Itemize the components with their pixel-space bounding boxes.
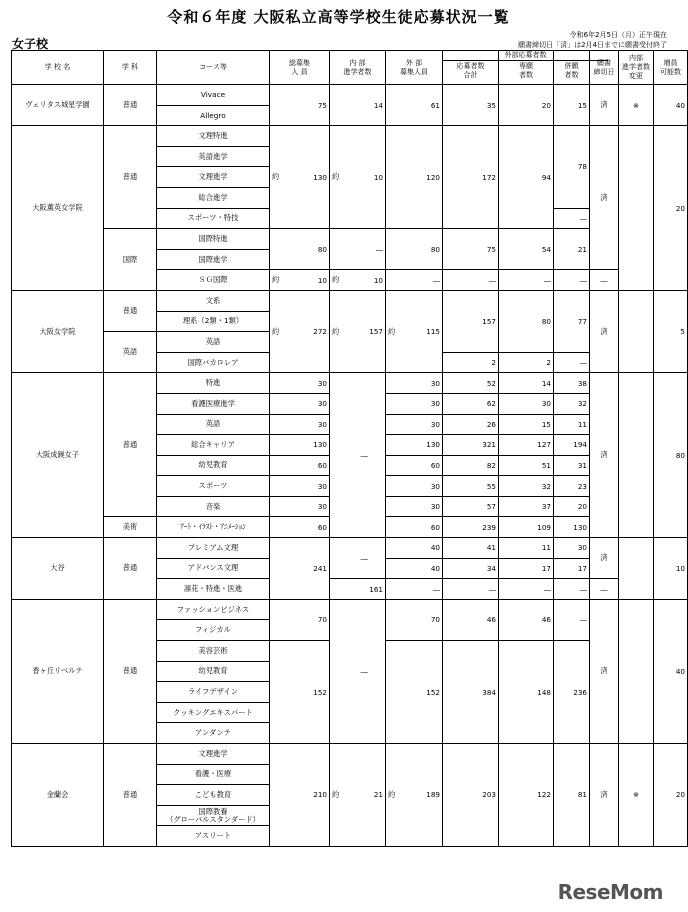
course: クッキングエキスパート <box>157 702 270 723</box>
sengan: ― <box>499 579 554 600</box>
external: 40 <box>402 558 443 579</box>
apply: 321 <box>443 435 499 456</box>
apply: 55 <box>443 476 499 497</box>
course: 理系（2類・1類） <box>157 311 270 332</box>
apply: 75 <box>443 229 499 270</box>
extra: 5 <box>654 290 688 372</box>
course: 総合進学 <box>157 187 270 208</box>
course: プレミアム文理 <box>157 538 270 559</box>
sengan: 15 <box>499 414 554 435</box>
total: 30 <box>286 496 330 517</box>
apply: 34 <box>443 558 499 579</box>
heigan: 78 <box>554 126 590 208</box>
internal: 10 <box>346 126 386 229</box>
internal: 21 <box>346 744 386 847</box>
change <box>619 538 654 600</box>
sengan: 37 <box>499 496 554 517</box>
course: 英語 <box>157 414 270 435</box>
heigan: 15 <box>554 85 590 126</box>
sengan: 30 <box>499 393 554 414</box>
school-name: ヴェリタス城星学園 <box>12 85 104 126</box>
course: 国際特進 <box>157 229 270 250</box>
total: 75 <box>286 85 330 126</box>
heigan: 236 <box>554 641 590 744</box>
heigan: ― <box>554 352 590 373</box>
heigan: 32 <box>554 393 590 414</box>
school-name: 大阪成蹊女子 <box>12 373 104 538</box>
heigan: 31 <box>554 455 590 476</box>
course: 国際バカロレア <box>157 352 270 373</box>
deadline: 済 <box>590 290 619 372</box>
deadline: 済 <box>590 599 619 743</box>
external: 30 <box>402 496 443 517</box>
course: 英語 <box>157 332 270 353</box>
ext-group-label: 外部応募者数 <box>443 51 608 61</box>
external: 30 <box>402 393 443 414</box>
heigan: 38 <box>554 373 590 394</box>
extra: 80 <box>654 373 688 538</box>
total: 60 <box>286 455 330 476</box>
col-heigan: 併願 者数 <box>554 51 590 85</box>
sengan: 80 <box>499 290 554 352</box>
dept: 普通 <box>104 126 157 229</box>
table-row <box>12 599 688 620</box>
course: アスリート <box>157 826 270 847</box>
dept: 普通 <box>104 290 157 331</box>
external: 61 <box>402 85 443 126</box>
table-row: 大阪女学院 普通 文系 約 272 約 157 約 115 157 80 77 済 5 <box>12 290 688 311</box>
watermark-logo: ReseMom <box>557 880 663 904</box>
course: 文理特進 <box>157 126 270 147</box>
apply: 41 <box>443 538 499 559</box>
change <box>619 373 654 538</box>
heigan: ― <box>554 270 590 291</box>
dept: 普通 <box>104 538 157 600</box>
school-name: 大阪女学院 <box>12 290 104 372</box>
sengan: 109 <box>499 517 554 538</box>
sengan: 2 <box>499 352 554 373</box>
internal: 161 <box>346 579 386 600</box>
apply: 2 <box>443 352 499 373</box>
change: ※ <box>619 85 654 126</box>
internal: 157 <box>346 290 386 372</box>
internal: ― <box>346 229 386 270</box>
course: 幼児教育 <box>157 455 270 476</box>
sengan: 46 <box>499 599 554 640</box>
sengan: 54 <box>499 229 554 270</box>
external: 80 <box>402 229 443 270</box>
table-row <box>12 229 688 250</box>
external: 30 <box>402 476 443 497</box>
heigan: 21 <box>554 229 590 270</box>
internal: 10 <box>346 270 386 291</box>
extra: 20 <box>654 126 688 291</box>
extra: 10 <box>654 538 688 600</box>
school-name: 大谷 <box>12 538 104 600</box>
external: 30 <box>402 414 443 435</box>
internal: 14 <box>346 85 386 126</box>
total: 130 <box>286 126 330 229</box>
external: 30 <box>402 373 443 394</box>
course: 総合キャリア <box>157 435 270 456</box>
external: 60 <box>402 517 443 538</box>
col-internal: 内 部 進学者数 <box>330 51 386 85</box>
course: スポーツ <box>157 476 270 497</box>
col-external: 外 部 募集人員 <box>386 51 443 85</box>
deadline: 済 <box>590 126 619 270</box>
deadline: 済 <box>590 744 619 847</box>
apply: 239 <box>443 517 499 538</box>
col-sengan: 専願 者数 <box>499 51 554 85</box>
extra: 40 <box>654 85 688 126</box>
apply: 82 <box>443 455 499 476</box>
col-total: 総募集 人 員 <box>270 51 330 85</box>
school-name: 香ヶ丘リベルテ <box>12 599 104 743</box>
external: 189 <box>402 744 443 847</box>
apply: 172 <box>443 126 499 229</box>
table-row <box>12 85 688 106</box>
total: 70 <box>286 599 330 640</box>
total: 10 <box>286 270 330 291</box>
sengan: 127 <box>499 435 554 456</box>
course: Vivace <box>157 85 270 106</box>
header-row <box>12 51 688 85</box>
course: 幼児教育 <box>157 661 270 682</box>
change <box>619 599 654 743</box>
apply: ― <box>443 579 499 600</box>
dept: 普通 <box>104 85 157 126</box>
apply: 157 <box>443 290 499 352</box>
course: こども教育 <box>157 785 270 806</box>
sengan: 17 <box>499 558 554 579</box>
extra: 40 <box>654 599 688 743</box>
col-school: 学 校 名 <box>12 51 104 85</box>
apply: 35 <box>443 85 499 126</box>
dept: 英語 <box>104 332 157 373</box>
heigan: ― <box>554 579 590 600</box>
course: 看護・医療 <box>157 764 270 785</box>
course: フィジカル <box>157 620 270 641</box>
school-category: 女子校 <box>12 37 49 51</box>
total: 130 <box>286 435 330 456</box>
heigan: 194 <box>554 435 590 456</box>
sengan: 51 <box>499 455 554 476</box>
total: 210 <box>286 744 330 847</box>
page-title: 令和６年度 大阪私立高等学校生徒応募状況一覧 <box>167 8 510 26</box>
external: 152 <box>402 641 443 744</box>
heigan: 11 <box>554 414 590 435</box>
school-name: 大阪薫英女学院 <box>12 126 104 291</box>
change <box>619 126 654 291</box>
heigan: 17 <box>554 558 590 579</box>
heigan: ― <box>554 599 590 640</box>
course: 看護医療進学 <box>157 393 270 414</box>
apply: 52 <box>443 373 499 394</box>
apply: 62 <box>443 393 499 414</box>
course: ＳＧ国際 <box>157 270 270 291</box>
apply: ― <box>443 270 499 291</box>
external: 120 <box>402 126 443 229</box>
sengan: 20 <box>499 85 554 126</box>
col-apply: 外部応募者数 応募者数 合計 <box>443 51 499 85</box>
as-of-date: 令和6年2月5日（月）正午現在 <box>569 31 667 39</box>
course: 国際教養 （グローバルスタンダード） <box>157 805 270 826</box>
deadline: ― <box>590 270 619 291</box>
dept: 普通 <box>104 599 157 743</box>
internal: ― <box>346 538 386 579</box>
external: 115 <box>402 290 443 372</box>
col-course: コース等 <box>157 51 270 85</box>
dept: 国際 <box>104 229 157 291</box>
col-extra: 増員 可能数 <box>654 51 688 85</box>
col-change: 内部 進学者数 変更 <box>619 51 654 85</box>
sengan: ― <box>499 270 554 291</box>
apply: 57 <box>443 496 499 517</box>
deadline-note: 願書締切日「済」は2月4日までに願書受付終了 <box>518 41 667 49</box>
table-row <box>12 538 688 559</box>
table-row <box>12 373 688 394</box>
application-status-table <box>11 50 688 847</box>
sengan: 122 <box>499 744 554 847</box>
total: 30 <box>286 373 330 394</box>
course: 美容芸術 <box>157 641 270 662</box>
dept: 普通 <box>104 744 157 847</box>
external: 70 <box>402 599 443 640</box>
course: ファッションビジネス <box>157 599 270 620</box>
heigan: 130 <box>554 517 590 538</box>
heigan: 20 <box>554 496 590 517</box>
course: 英語進学 <box>157 146 270 167</box>
internal: ― <box>346 599 386 743</box>
heigan: 23 <box>554 476 590 497</box>
change: ※ <box>619 744 654 847</box>
total: 30 <box>286 393 330 414</box>
heigan: 81 <box>554 744 590 847</box>
course: アンダンテ <box>157 723 270 744</box>
course: 音楽 <box>157 496 270 517</box>
course: 特進 <box>157 373 270 394</box>
course: 文理進学 <box>157 167 270 188</box>
heigan: 30 <box>554 538 590 559</box>
col-dept: 学 科 <box>104 51 157 85</box>
extra: 20 <box>654 744 688 847</box>
external: ― <box>402 270 443 291</box>
total: 30 <box>286 476 330 497</box>
internal: ― <box>346 373 386 538</box>
course: 文理進学 <box>157 744 270 765</box>
heigan: 77 <box>554 290 590 352</box>
deadline: 済 <box>590 85 619 126</box>
sengan: 32 <box>499 476 554 497</box>
course: スポーツ・特技 <box>157 208 270 229</box>
total: 80 <box>286 229 330 270</box>
deadline: ― <box>590 579 619 600</box>
apply: 203 <box>443 744 499 847</box>
external: 130 <box>402 435 443 456</box>
sengan: 148 <box>499 641 554 744</box>
course: 国際進学 <box>157 249 270 270</box>
course: ライフデザイン <box>157 682 270 703</box>
dept: 美術 <box>104 517 157 538</box>
course: アドバンス文理 <box>157 558 270 579</box>
dept: 普通 <box>104 373 157 517</box>
school-name: 金蘭会 <box>12 744 104 847</box>
sengan: 14 <box>499 373 554 394</box>
apply: 384 <box>443 641 499 744</box>
sengan: 11 <box>499 538 554 559</box>
total: 60 <box>286 517 330 538</box>
change <box>619 290 654 372</box>
heigan: ― <box>554 208 590 229</box>
total: 30 <box>286 414 330 435</box>
apply: 26 <box>443 414 499 435</box>
table-row: ＳＧ国際 約 10 約 10 ― ― ― ― ― <box>12 270 688 291</box>
col-deadline: 願書 締切日 <box>590 51 619 85</box>
table-row: 金蘭会 普通 文理進学 210 約 21 約 189 203 122 81 済 ※ 20 <box>12 744 688 765</box>
external: 60 <box>402 455 443 476</box>
external: 40 <box>402 538 443 559</box>
course: 文系 <box>157 290 270 311</box>
course: ｱｰﾄ・ｲﾗｽﾄ・ｱﾆﾒｰｼｮﾝ <box>157 517 270 538</box>
course: 凛花・特進・医進 <box>157 579 270 600</box>
apply: 46 <box>443 599 499 640</box>
total: 152 <box>286 641 330 744</box>
external: ― <box>402 579 443 600</box>
deadline: 済 <box>590 538 619 579</box>
total: 272 <box>286 290 330 372</box>
table-row: 大阪薫英女学院 普通 文理特進 約 130 約 10 120 172 94 78 済 20 <box>12 126 688 147</box>
course: Allegro <box>157 105 270 126</box>
sengan: 94 <box>499 126 554 229</box>
deadline: 済 <box>590 373 619 538</box>
total: 241 <box>286 538 330 600</box>
